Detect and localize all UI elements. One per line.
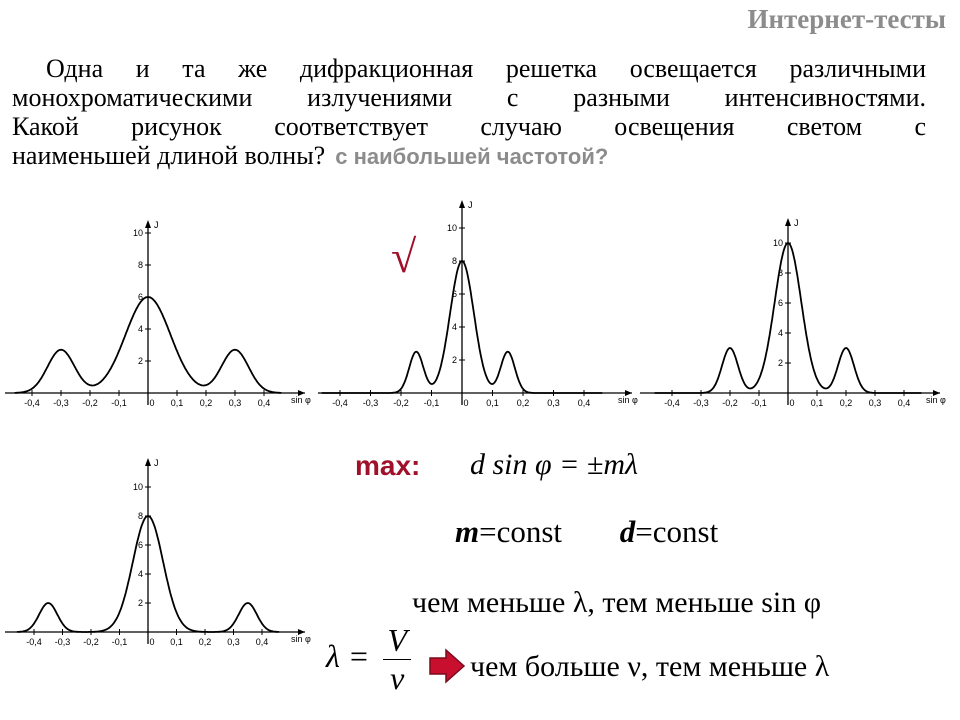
x-tick-label: -0,4 — [664, 398, 680, 408]
x-tick-label: 0 — [149, 398, 155, 408]
y-tick-label: 4 — [137, 569, 143, 579]
x-tick-label: -0,2 — [83, 637, 99, 647]
constants-row — [455, 514, 718, 550]
y-tick-label: 4 — [451, 322, 457, 332]
x-tick-label: -0,1 — [423, 398, 440, 408]
x-tick-label: 0,1 — [170, 637, 183, 647]
x-tick-label: -0,1 — [751, 398, 767, 408]
y-axis-arrow-icon — [145, 458, 151, 466]
y-tick-label: 2 — [777, 358, 783, 368]
y-axis-arrow-icon — [145, 220, 151, 228]
x-tick-label: 0,2 — [198, 637, 212, 647]
d-const: =const — [635, 514, 719, 549]
y-tick-label: 8 — [451, 256, 457, 266]
y-axis-label: J — [468, 200, 473, 210]
x-tick-label: 0,4 — [897, 398, 911, 408]
y-tick-label: 8 — [137, 260, 143, 270]
relation-frequency-wavelength: чем больше ν, тем меньше λ — [470, 650, 830, 683]
check-mark-icon: √ — [391, 231, 417, 282]
x-tick-label: 0 — [149, 637, 155, 647]
lambda-formula — [326, 622, 411, 697]
x-tick-label: -0,2 — [722, 398, 738, 408]
x-tick-label: 0 — [789, 398, 795, 408]
x-tick-label: 0,3 — [547, 398, 560, 408]
x-tick-label: -0,4 — [24, 398, 40, 408]
y-tick-label: 2 — [451, 355, 457, 365]
x-tick-label: -0,4 — [332, 398, 348, 408]
y-axis-arrow-icon — [459, 200, 465, 208]
x-tick-label: 0,2 — [516, 398, 530, 408]
x-tick-label: -0,2 — [82, 398, 98, 408]
x-axis-label: sin φ — [291, 634, 311, 644]
y-axis-label: J — [154, 220, 159, 230]
right-arrow-icon — [428, 648, 466, 684]
y-tick-label: 10 — [132, 228, 143, 238]
x-tick-label: 0,4 — [577, 398, 591, 408]
lambda-denominator: ν — [390, 660, 405, 696]
x-tick-label: 0,4 — [255, 637, 269, 647]
y-axis-label: J — [794, 218, 799, 228]
y-tick-label: 6 — [451, 289, 457, 299]
x-tick-label: 0,1 — [810, 398, 824, 408]
y-tick-label: 2 — [137, 356, 143, 366]
x-tick-label: -0,1 — [111, 637, 128, 647]
y-tick-label: 4 — [137, 324, 143, 334]
question-line: наименьшей длиной волны? с наибольшей частотой? — [12, 141, 609, 170]
y-axis-label: J — [154, 458, 159, 468]
y-tick-label: 6 — [777, 298, 783, 308]
page-header: Интернет-тесты — [747, 4, 946, 34]
m-variable: m — [455, 514, 480, 549]
y-tick-label: 10 — [772, 238, 783, 248]
question-line: Какой рисунок соответствует случаю освещения светом с — [12, 112, 926, 141]
y-tick-label: 6 — [137, 540, 143, 550]
relation-wavelength-angle: чем меньше λ, тем меньше sin φ — [412, 586, 822, 619]
x-tick-label: -0,1 — [111, 398, 127, 408]
x-tick-label: -0,3 — [693, 398, 709, 408]
x-tick-label: 0 — [463, 398, 469, 408]
x-axis-label: sin φ — [291, 395, 311, 405]
x-tick-label: 0,2 — [199, 398, 213, 408]
grating-equation: d sin φ = ±mλ — [470, 448, 638, 481]
lambda-lhs: λ = — [326, 637, 370, 674]
y-tick-label: 8 — [777, 268, 783, 278]
x-tick-label: 0,3 — [228, 398, 242, 408]
y-tick-label: 10 — [132, 482, 143, 492]
x-tick-label: -0,4 — [26, 637, 42, 647]
x-tick-label: 0,2 — [839, 398, 853, 408]
x-tick-label: 0,3 — [868, 398, 882, 408]
question-line: Одна и та же дифракционная решетка освещается различными — [46, 54, 926, 83]
alt-question: с наибольшей частотой? — [335, 144, 609, 169]
x-tick-label: 0,4 — [257, 398, 271, 408]
question-line: монохроматическими излучениями с разными интенсивностями. — [12, 83, 926, 112]
x-tick-label: 0,1 — [170, 398, 184, 408]
y-axis-arrow-icon — [785, 218, 791, 226]
x-axis-label: sin φ — [926, 395, 946, 405]
max-label: max: — [355, 450, 421, 481]
x-tick-label: -0,2 — [393, 398, 409, 408]
x-tick-label: -0,3 — [54, 637, 71, 647]
x-axis-label: sin φ — [618, 395, 638, 405]
x-tick-label: -0,3 — [53, 398, 69, 408]
y-tick-label: 8 — [137, 511, 143, 521]
lambda-numerator: V — [383, 622, 411, 660]
m-const: =const — [479, 514, 563, 549]
d-variable: d — [619, 514, 636, 549]
y-tick-label: 4 — [777, 328, 783, 338]
y-tick-label: 2 — [137, 598, 143, 608]
x-tick-label: -0,3 — [362, 398, 379, 408]
y-tick-label: 10 — [446, 223, 457, 233]
x-tick-label: 0,3 — [227, 637, 240, 647]
y-tick-label: 6 — [137, 292, 143, 302]
x-tick-label: 0,1 — [486, 398, 499, 408]
